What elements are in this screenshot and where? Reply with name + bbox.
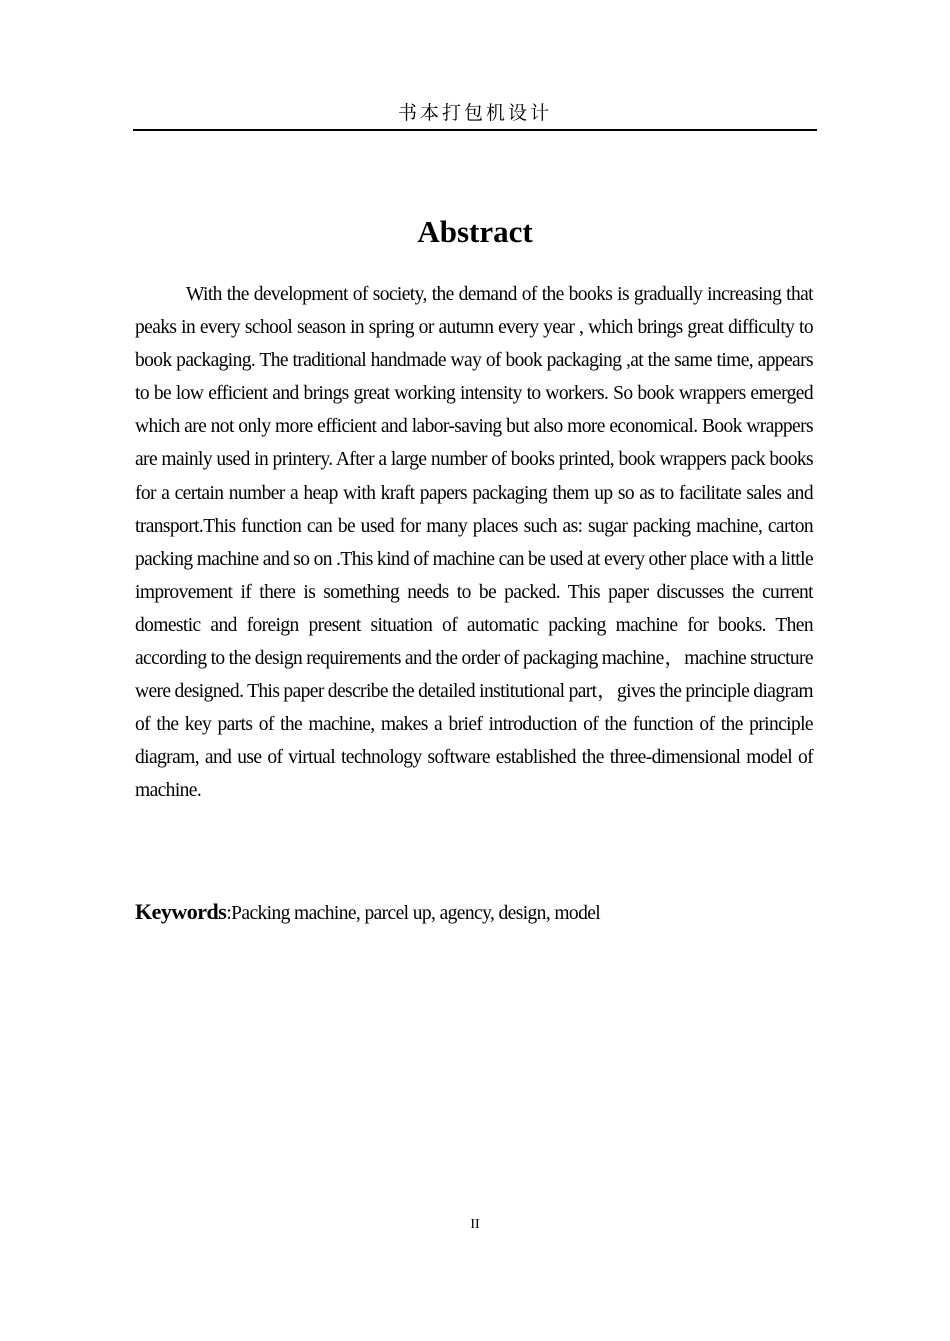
header-divider	[133, 129, 817, 131]
running-header-title: 书本打包机设计	[397, 102, 552, 124]
abstract-body-paragraph: With the development of society, the demand of the books is gradually increasing that peaks in every school season in spring or autumn every year , which brings great difficulty to book packaging. The traditional handmade way of book packaging ,at the same time, appears to be low efficient and brings great working intensity to workers. So book wrappers emerged which are not only more efficient and labor-saving but also more economical. Book wrappers are mainly used in printery. After a large number of books printed, book wrappers pack books for a certain number a heap with kraft papers packaging them up so as to facilitate sales and transport.This function can be used for many places such as: sugar packing machine, carton packing machine and so on .This kind of machine can be used at every other place with a little improvement if there is something needs to be packed. This paper discusses the current domestic and foreign present situation of automatic packing machine for books. Then according to the design requirements and the order of packaging machine，machine structure were designed. This paper describe the detailed institutional part，gives the principle diagram of the key parts of the machine, makes a brief introduction of the function of the principle diagram, and use of virtual technology software established the three-dimensional model of machine.	[135, 284, 813, 802]
keywords-label: Keywords	[135, 899, 227, 924]
keywords-value: Packing machine, parcel up, agency, design, model	[231, 903, 601, 924]
keywords-line	[135, 896, 815, 930]
page-number: II	[470, 1217, 480, 1232]
abstract-heading: Abstract	[417, 214, 533, 249]
keywords-separator: :	[226, 903, 232, 924]
